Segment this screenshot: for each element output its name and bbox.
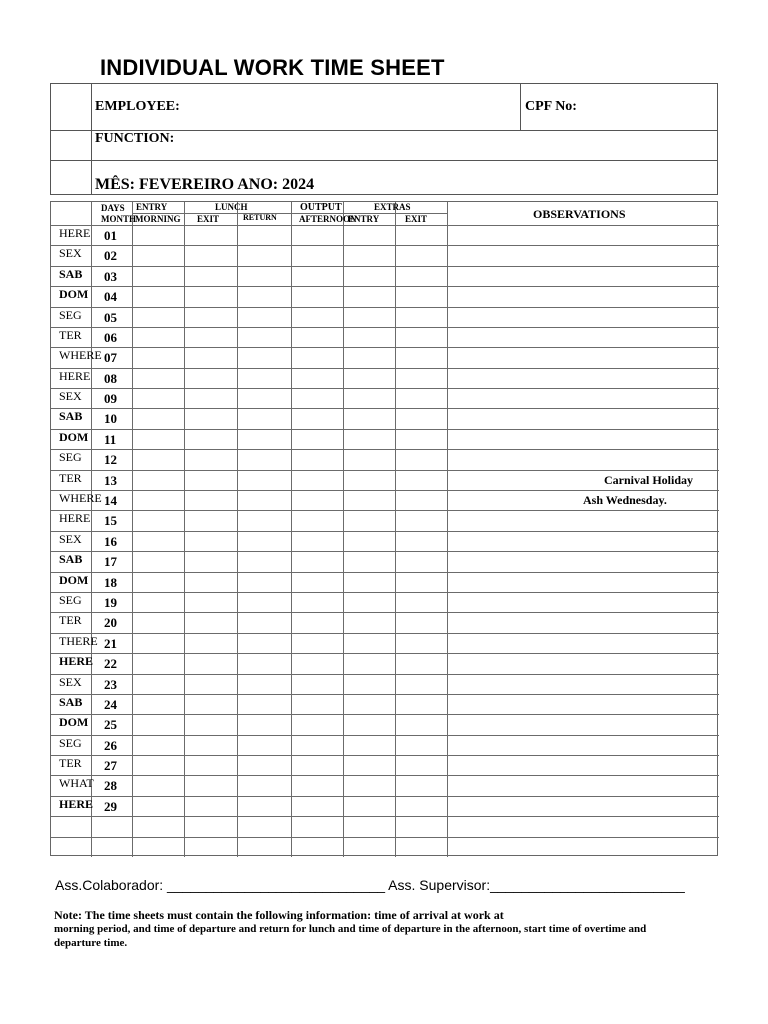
day-number: 27 — [104, 758, 117, 774]
day-name: TER — [59, 327, 82, 342]
timesheet-table — [50, 201, 718, 856]
day-number: 17 — [104, 554, 117, 570]
day-number: 25 — [104, 717, 117, 733]
day-name: DOM — [59, 287, 89, 302]
day-name: SAB — [59, 694, 83, 709]
day-name: SEG — [59, 450, 82, 465]
employee-header-box — [50, 83, 718, 195]
day-number: 15 — [104, 513, 117, 529]
day-number: 08 — [104, 370, 117, 386]
col-lunch: LUNCH — [215, 202, 248, 212]
day-name: SAB — [59, 266, 83, 281]
day-name: DOM — [59, 429, 89, 444]
day-number: 28 — [104, 778, 117, 794]
page-title: INDIVIDUAL WORK TIME SHEET — [100, 55, 445, 80]
day-name: SAB — [59, 409, 83, 424]
day-number: 21 — [104, 635, 117, 651]
col-lunch-return: RETURN — [243, 213, 277, 222]
day-name: THERE — [59, 633, 98, 648]
day-number: 04 — [104, 289, 117, 305]
day-name: SAB — [59, 552, 83, 567]
day-name: HERE — [59, 654, 94, 669]
day-name: WHAT — [59, 776, 94, 791]
day-name: SEG — [59, 592, 82, 607]
day-name: TER — [59, 470, 82, 485]
day-name: SEX — [59, 246, 82, 261]
day-name: SEX — [59, 674, 82, 689]
day-number: 23 — [104, 676, 117, 692]
observation-text: Carnival Holiday — [603, 472, 693, 487]
day-name: TER — [59, 756, 82, 771]
note-line-1: Note: The time sheets must contain the following information: time of arrival at work at — [54, 908, 504, 922]
day-name: HERE — [59, 511, 91, 526]
day-number: 29 — [104, 798, 117, 814]
day-number: 22 — [104, 656, 117, 672]
col-extras: EXTRAS — [374, 202, 411, 212]
day-name: DOM — [59, 715, 89, 730]
day-number: 12 — [104, 452, 117, 468]
note-line-2: morning period, and time of departure and return for lunch and time of departure in the afternoon, start time of overtime and departure time. — [54, 923, 647, 949]
day-number: 10 — [104, 411, 117, 427]
col-month: MONTH — [101, 214, 136, 224]
day-name: HERE — [59, 796, 94, 811]
day-number: 06 — [104, 329, 117, 345]
day-number: 14 — [104, 493, 117, 509]
day-number: 26 — [104, 737, 117, 753]
day-name: TER — [59, 613, 82, 628]
day-name: HERE — [59, 368, 91, 383]
table-grid-lines — [51, 202, 719, 857]
day-name: WHERE — [59, 491, 102, 506]
col-extras-entry: ENTRY — [348, 214, 380, 224]
col-entry: ENTRY — [136, 202, 168, 212]
day-number: 20 — [104, 615, 117, 631]
col-morning: MORNING — [135, 214, 181, 224]
signature-line: Ass.Colaborador: ____________________________ Ass. Supervisor:_________________________ — [55, 877, 685, 893]
month-year-label: MÊS: FEVEREIRO ANO: 2024 — [95, 176, 315, 193]
day-number: 16 — [104, 533, 117, 549]
day-name: DOM — [59, 572, 89, 587]
day-number: 19 — [104, 594, 117, 610]
observation-text: Ash Wednesday. — [583, 493, 667, 508]
day-number: 13 — [104, 472, 117, 488]
day-name: SEG — [59, 735, 82, 750]
day-name: WHERE — [59, 348, 102, 363]
employee-label: EMPLOYEE: — [95, 99, 180, 114]
day-name: SEX — [59, 531, 82, 546]
day-number: 05 — [104, 309, 117, 325]
col-days: DAYS — [101, 203, 125, 213]
day-number: 02 — [104, 248, 117, 264]
day-number: 03 — [104, 268, 117, 284]
cpf-label: CPF No: — [525, 99, 577, 114]
day-number: 11 — [104, 431, 117, 447]
day-number: 09 — [104, 391, 117, 407]
day-number: 18 — [104, 574, 117, 590]
col-extras-exit: EXIT — [405, 214, 428, 224]
footnote — [54, 908, 674, 950]
function-label: FUNCTION: — [95, 131, 175, 146]
col-observations: OBSERVATIONS — [533, 207, 626, 221]
day-name: SEG — [59, 307, 82, 322]
day-number: 24 — [104, 696, 117, 712]
day-name: SEX — [59, 389, 82, 404]
day-number: 01 — [104, 228, 117, 243]
day-number: 07 — [104, 350, 117, 366]
day-name: HERE — [59, 226, 91, 240]
col-lunch-exit: EXIT — [197, 214, 220, 224]
col-afternoon: AFTERNOON — [299, 214, 357, 224]
col-output: OUTPUT — [300, 202, 342, 213]
